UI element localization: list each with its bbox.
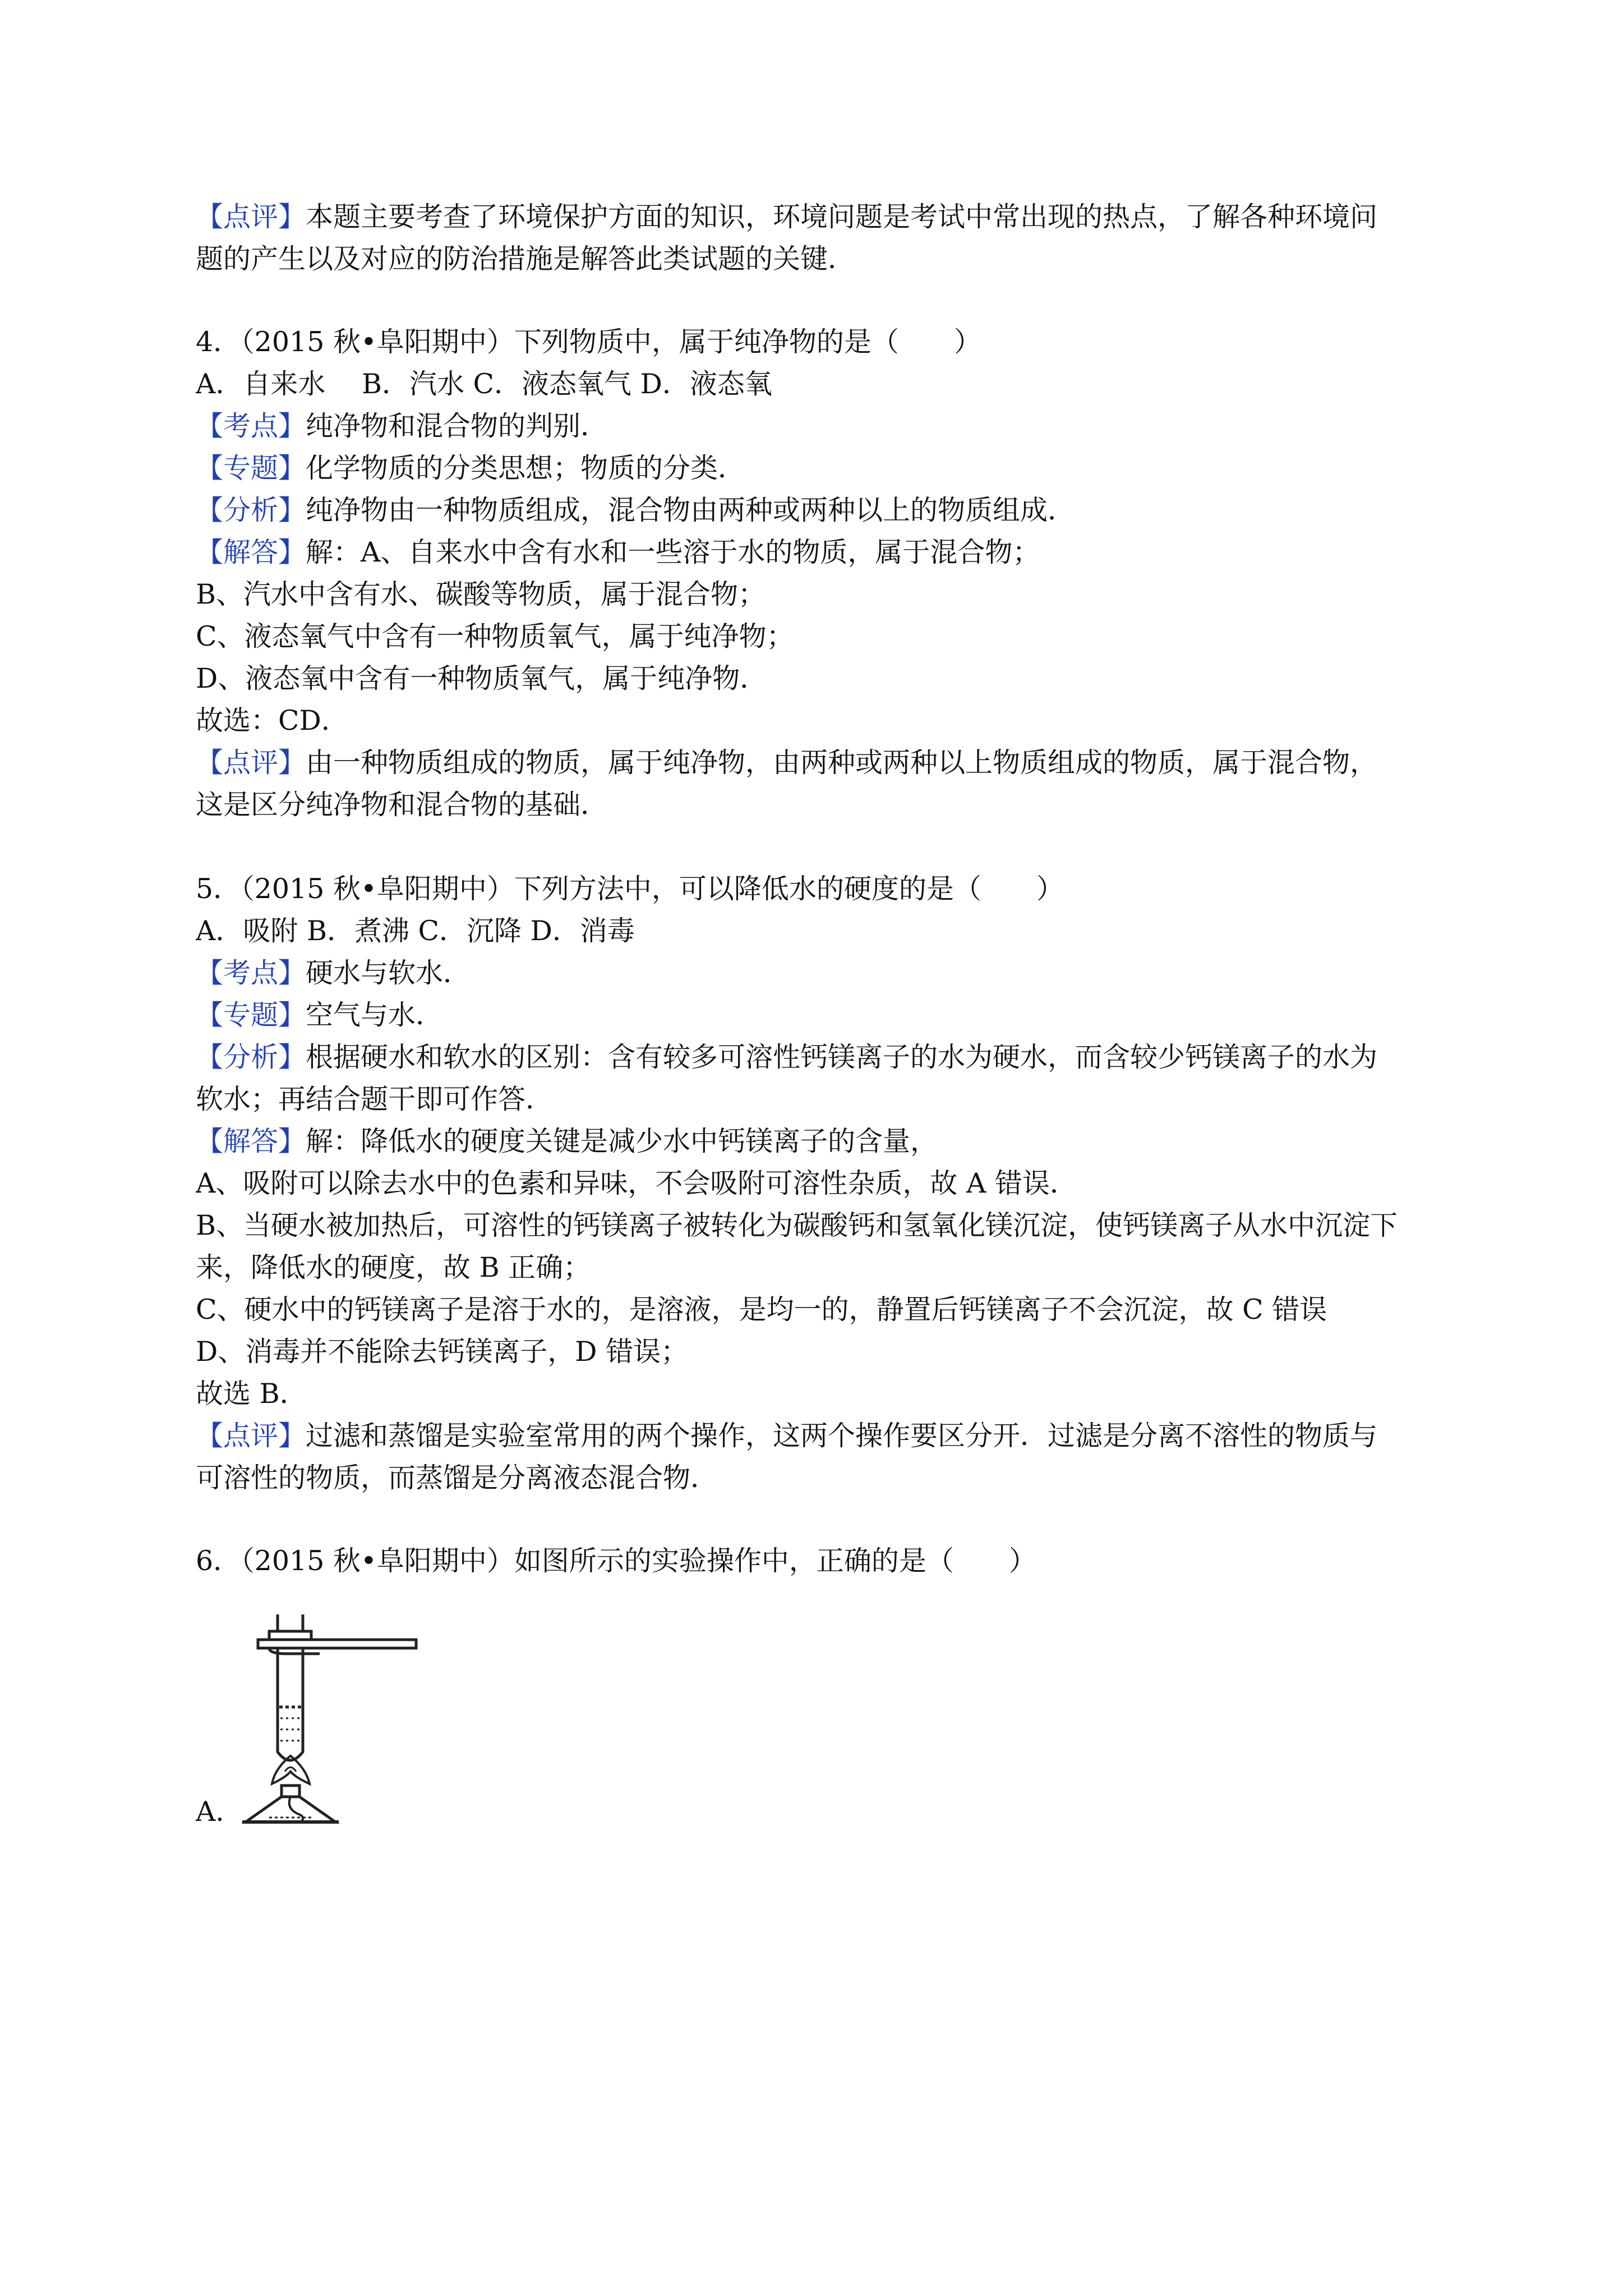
dianping-text: 由一种物质组成的物质，属于纯净物，由两种或两种以上物质组成的物质，属于混合物， [306,747,1378,779]
q5-jieda-line: B、当硬水被加热后，可溶性的钙镁离子被转化为碳酸钙和氢氧化镁沉淀，使钙镁离子从水中沉淀下 [196,1209,1398,1241]
zhuanti-tag: 【专题】 [196,999,306,1031]
kaodian-text: 硬水与软水． [306,957,471,989]
jieda-tag: 【解答】 [196,536,306,568]
q5-jieda-line: 来，降低水的硬度，故 B 正确； [196,1251,591,1283]
dianping-text: 过滤和蒸馏是实验室常用的两个操作，这两个操作要区分开．过滤是分离不溶性的物质与 [306,1420,1378,1452]
q6-option-a: A． [196,1796,243,1828]
dianping-tag: 【点评】 [196,747,306,779]
jieda-tag: 【解答】 [196,1125,306,1157]
q5-dianping [196,1419,1458,1454]
q4-zhuanti [196,452,1458,486]
q4-dianping-line-2: 这是区分纯净物和混合物的基础． [196,789,608,821]
fenxi-tag: 【分析】 [196,494,306,526]
q5-jieda-line: C、硬水中的钙镁离子是溶于水的，是溶液，是均一的，静置后钙镁离子不会沉淀，故 C 错误 [196,1294,1327,1326]
q5-fenxi [196,1041,1458,1075]
q3-comment-line-1 [196,200,1458,235]
q4-kaodian [196,409,1458,444]
q4-jieda-line: D、液态氧中含有一种物质氧气，属于纯净物． [196,662,768,694]
q5-fenxi-line-2: 软水；再结合题干即可作答． [196,1083,554,1115]
kaodian-tag: 【考点】 [196,957,306,989]
q5-dianping-line-2: 可溶性的物质，而蒸馏是分离液态混合物． [196,1462,718,1494]
zhuanti-text: 化学物质的分类思想；物质的分类． [306,452,746,484]
q5-answer: 故选 B． [196,1378,307,1410]
fenxi-text: 纯净物由一种物质组成，混合物由两种或两种以上的物质组成． [306,494,1076,526]
q4-jieda [196,536,1458,570]
kaodian-text: 纯净物和混合物的判别． [306,410,608,442]
q4-dianping [196,746,1458,781]
dianping-tag: 【点评】 [196,1420,306,1452]
q5-zhuanti [196,999,1458,1033]
fenxi-text: 根据硬水和软水的区别：含有较多可溶性钙镁离子的水为硬水，而含较少钙镁离子的水为 [306,1041,1378,1073]
q5-jieda-line: D、消毒并不能除去钙镁离子，D 错误； [196,1336,689,1368]
q5-stem: 5．（2015 秋•阜阳期中）下列方法中，可以降低水的硬度的是（ ） [196,873,1064,905]
kaodian-tag: 【考点】 [196,410,306,442]
q4-jieda-line: B、汽水中含有水、碳酸等物质，属于混合物； [196,578,766,610]
q5-jieda [196,1125,1458,1159]
q4-jieda-line: C、液态氧气中含有一种物质氧气，属于纯净物； [196,620,794,652]
q3-comment-line-2: 题的产生以及对应的防治措施是解答此类试题的关键． [196,243,856,275]
jieda-text: 解：降低水的硬度关键是减少水中钙镁离子的含量， [306,1125,938,1157]
jieda-text: 解：A、自来水中含有水和一些溶于水的物质，属于混合物； [306,536,1040,568]
zhuanti-text: 空气与水． [306,999,444,1031]
comment-tag: 【点评】 [196,201,306,233]
zhuanti-tag: 【专题】 [196,452,306,484]
q4-options: A．自来水 B．汽水 C．液态氧气 D．液态氧 [196,368,772,400]
q4-answer: 故选：CD． [196,705,349,737]
fenxi-tag: 【分析】 [196,1041,306,1073]
q6-stem: 6．（2015 秋•阜阳期中）如图所示的实验操作中，正确的是（ ） [196,1545,1036,1577]
q4-fenxi [196,494,1458,528]
q5-jieda-line: A、吸附可以除去水中的色素和异味，不会吸附可溶性杂质，故 A 错误． [196,1167,1077,1199]
q5-kaodian [196,956,1458,991]
q4-stem: 4．（2015 秋•阜阳期中）下列物质中，属于纯净物的是（ ） [196,326,981,358]
q5-options: A．吸附 B．煮沸 C．沉降 D．消毒 [196,915,635,947]
comment-text: 本题主要考查了环境保护方面的知识，环境问题是考试中常出现的热点，了解各种环境问 [306,201,1378,233]
